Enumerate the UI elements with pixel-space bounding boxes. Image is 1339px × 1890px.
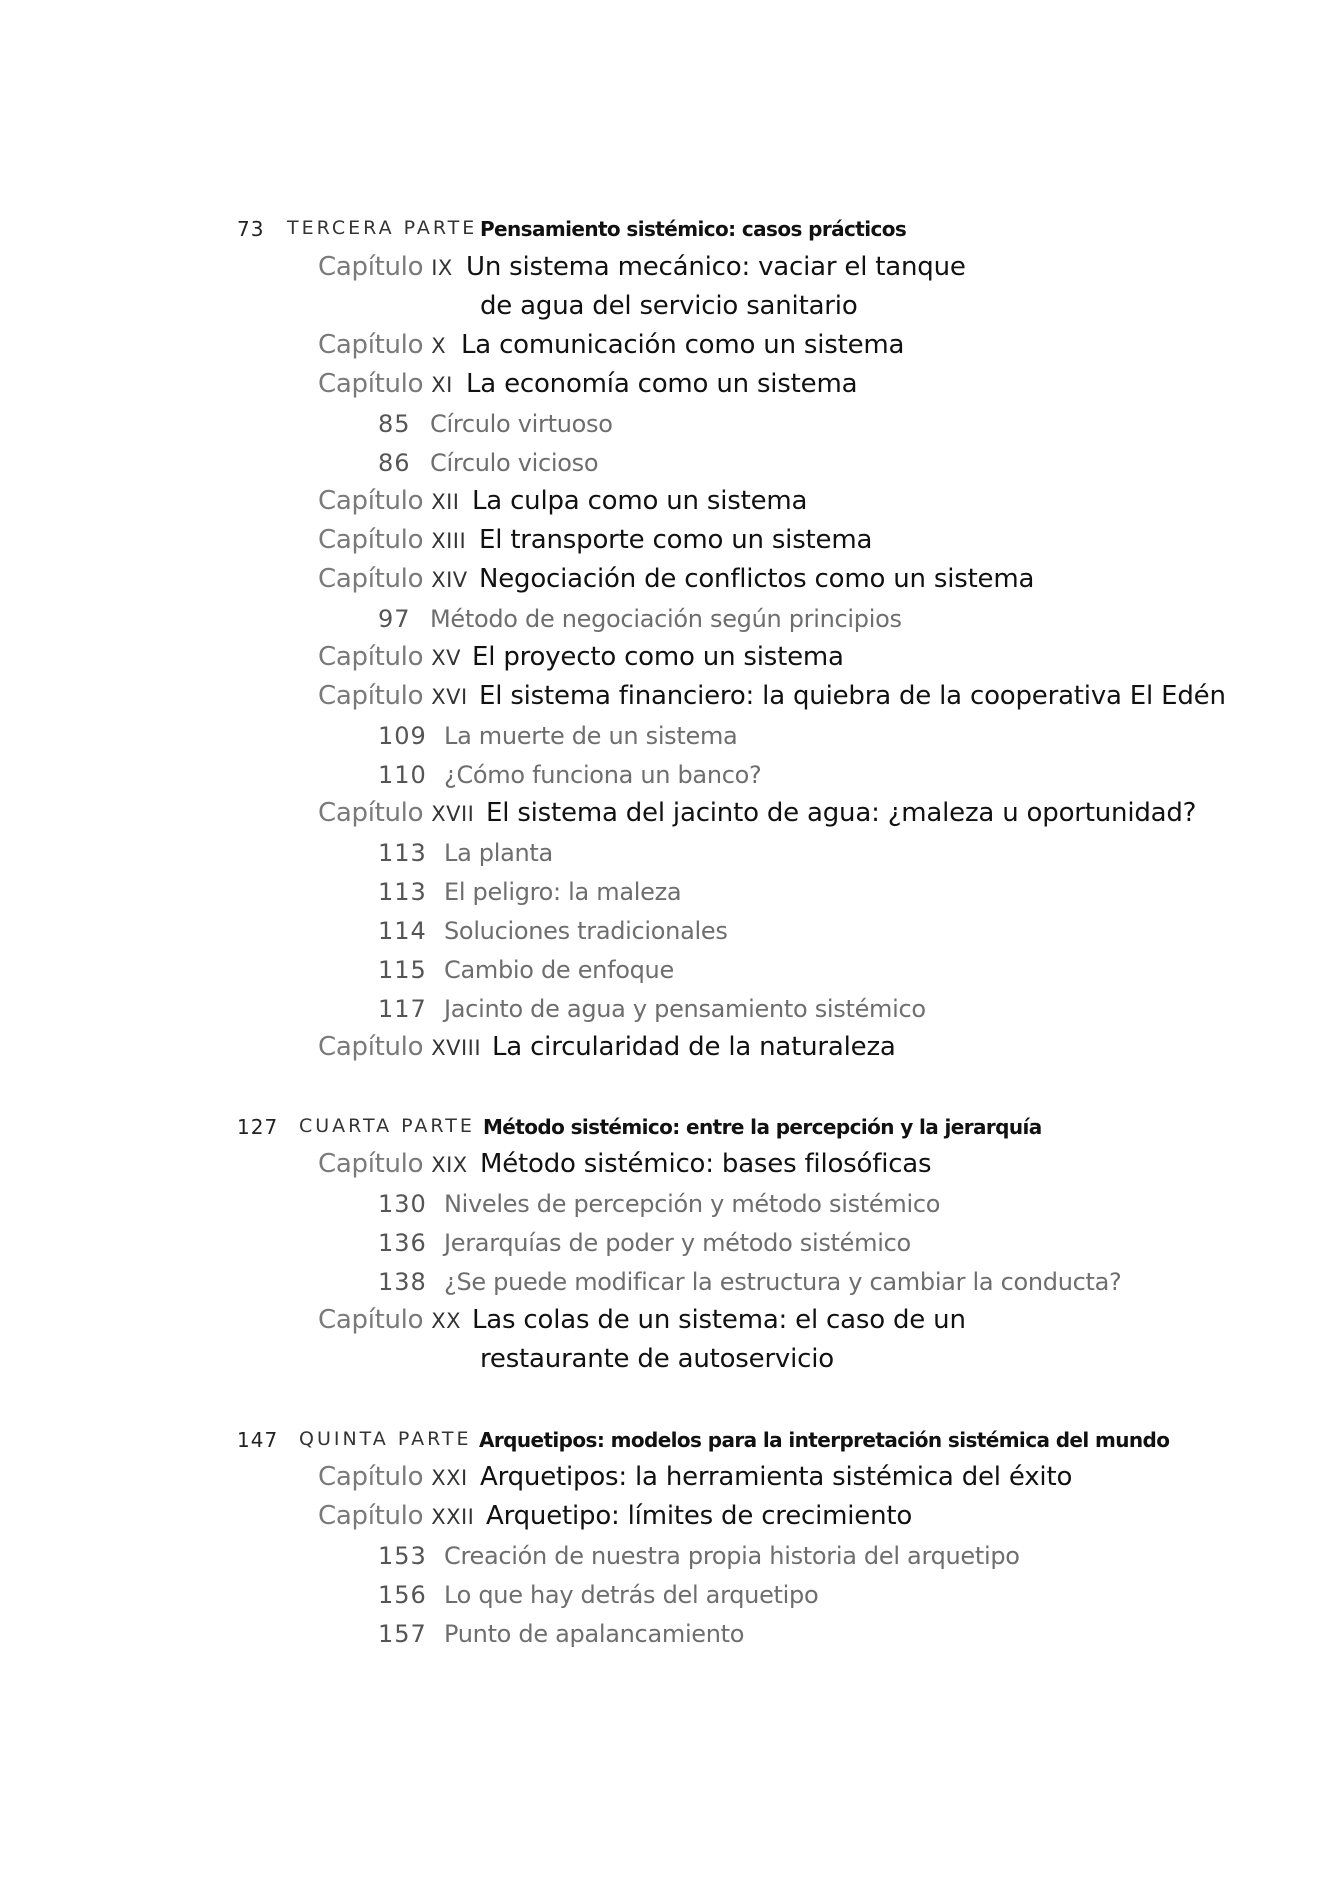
chapter-number: XXII: [431, 1505, 475, 1529]
section-page-number: 85: [378, 410, 411, 438]
section-page-number: 156: [378, 1581, 427, 1609]
chapter-number: IX: [431, 256, 453, 280]
chapter-label: Capítulo X: [318, 330, 447, 360]
chapter-label: Capítulo XX: [318, 1305, 461, 1335]
section-title: ¿Se puede modificar la estructura y cambiar la conducta?: [444, 1268, 1122, 1296]
chapter-number: XX: [431, 1309, 461, 1333]
chapter-title: Arquetipo: límites de crecimiento: [486, 1501, 913, 1531]
section-title: Lo que hay detrás del arquetipo: [444, 1581, 819, 1609]
chapter-number: XI: [431, 373, 453, 397]
part-label: TERCERA PARTE: [287, 217, 478, 239]
chapter-number: XXI: [431, 1466, 468, 1490]
section-title: Soluciones tradicionales: [444, 917, 728, 945]
chapter-label: Capítulo IX: [318, 252, 453, 282]
chapter-title: Negociación de conflictos como un sistema: [479, 564, 1035, 594]
chapter-number: XVII: [431, 802, 475, 826]
chapter-title-continuation: restaurante de autoservicio: [480, 1344, 834, 1374]
section-page-number: 153: [378, 1542, 427, 1570]
section-page-number: 113: [378, 839, 427, 867]
section-page-number: 157: [378, 1620, 427, 1648]
chapter-label: Capítulo XXII: [318, 1501, 475, 1531]
section-page-number: 130: [378, 1190, 427, 1218]
chapter-title: Arquetipos: la herramienta sistémica del éxito: [480, 1462, 1073, 1492]
chapter-title-continuation: de agua del servicio sanitario: [480, 291, 858, 321]
section-page-number: 117: [378, 995, 427, 1023]
chapter-number: XIV: [431, 568, 468, 592]
section-title: Cambio de enfoque: [444, 956, 674, 984]
chapter-title: La circularidad de la naturaleza: [492, 1032, 896, 1062]
chapter-label: Capítulo XV: [318, 642, 461, 672]
section-title: Círculo virtuoso: [430, 410, 613, 438]
part-page-number: 73: [237, 217, 265, 241]
part-page-number: 127: [237, 1115, 279, 1139]
section-title: Método de negociación según principios: [430, 605, 902, 633]
section-title: La planta: [444, 839, 553, 867]
chapter-number: XII: [431, 490, 460, 514]
chapter-number: XIX: [431, 1153, 468, 1177]
section-page-number: 86: [378, 449, 411, 477]
chapter-title: El transporte como un sistema: [479, 525, 873, 555]
chapter-title: El sistema del jacinto de agua: ¿maleza u oportunidad?: [486, 798, 1197, 828]
section-title: Círculo vicioso: [430, 449, 599, 477]
part-label: CUARTA PARTE: [299, 1115, 475, 1137]
section-page-number: 109: [378, 722, 427, 750]
chapter-number: XVI: [431, 685, 468, 709]
section-title: Punto de apalancamiento: [444, 1620, 745, 1648]
chapter-label: Capítulo XVI: [318, 681, 468, 711]
chapter-label: Capítulo XIII: [318, 525, 467, 555]
chapter-title: El sistema financiero: la quiebra de la cooperativa El Edén: [479, 681, 1226, 711]
section-title: El peligro: la maleza: [444, 878, 682, 906]
section-title: Creación de nuestra propia historia del arquetipo: [444, 1542, 1020, 1570]
section-page-number: 114: [378, 917, 427, 945]
chapter-label: Capítulo XIX: [318, 1149, 468, 1179]
section-title: Jerarquías de poder y método sistémico: [444, 1229, 911, 1257]
chapter-number: XV: [431, 646, 461, 670]
chapter-title: Método sistémico: bases filosóficas: [480, 1149, 932, 1179]
chapter-label: Capítulo XI: [318, 369, 453, 399]
part-title: Arquetipos: modelos para la interpretación sistémica del mundo: [479, 1428, 1170, 1452]
chapter-number: X: [431, 334, 447, 358]
section-title: La muerte de un sistema: [444, 722, 738, 750]
chapter-label: Capítulo XVIII: [318, 1032, 482, 1062]
chapter-label: Capítulo XII: [318, 486, 460, 516]
chapter-label: Capítulo XIV: [318, 564, 468, 594]
section-page-number: 136: [378, 1229, 427, 1257]
section-page-number: 110: [378, 761, 427, 789]
chapter-number: XVIII: [431, 1036, 482, 1060]
chapter-label: Capítulo XXI: [318, 1462, 468, 1492]
part-label: QUINTA PARTE: [299, 1428, 472, 1450]
section-title: Jacinto de agua y pensamiento sistémico: [444, 995, 926, 1023]
chapter-title: Un sistema mecánico: vaciar el tanque: [466, 252, 966, 282]
chapter-label: Capítulo XVII: [318, 798, 475, 828]
chapter-title: Las colas de un sistema: el caso de un: [472, 1305, 966, 1335]
section-page-number: 138: [378, 1268, 427, 1296]
section-page-number: 115: [378, 956, 427, 984]
section-title: Niveles de percepción y método sistémico: [444, 1190, 941, 1218]
part-page-number: 147: [237, 1428, 279, 1452]
section-title: ¿Cómo funciona un banco?: [444, 761, 762, 789]
chapter-title: La economía como un sistema: [466, 369, 858, 399]
section-page-number: 113: [378, 878, 427, 906]
part-title: Pensamiento sistémico: casos prácticos: [480, 217, 907, 241]
chapter-title: La culpa como un sistema: [472, 486, 808, 516]
chapter-title: El proyecto como un sistema: [472, 642, 844, 672]
section-page-number: 97: [378, 605, 411, 633]
part-title: Método sistémico: entre la percepción y la jerarquía: [483, 1115, 1042, 1139]
chapter-number: XIII: [431, 529, 467, 553]
chapter-title: La comunicación como un sistema: [461, 330, 905, 360]
